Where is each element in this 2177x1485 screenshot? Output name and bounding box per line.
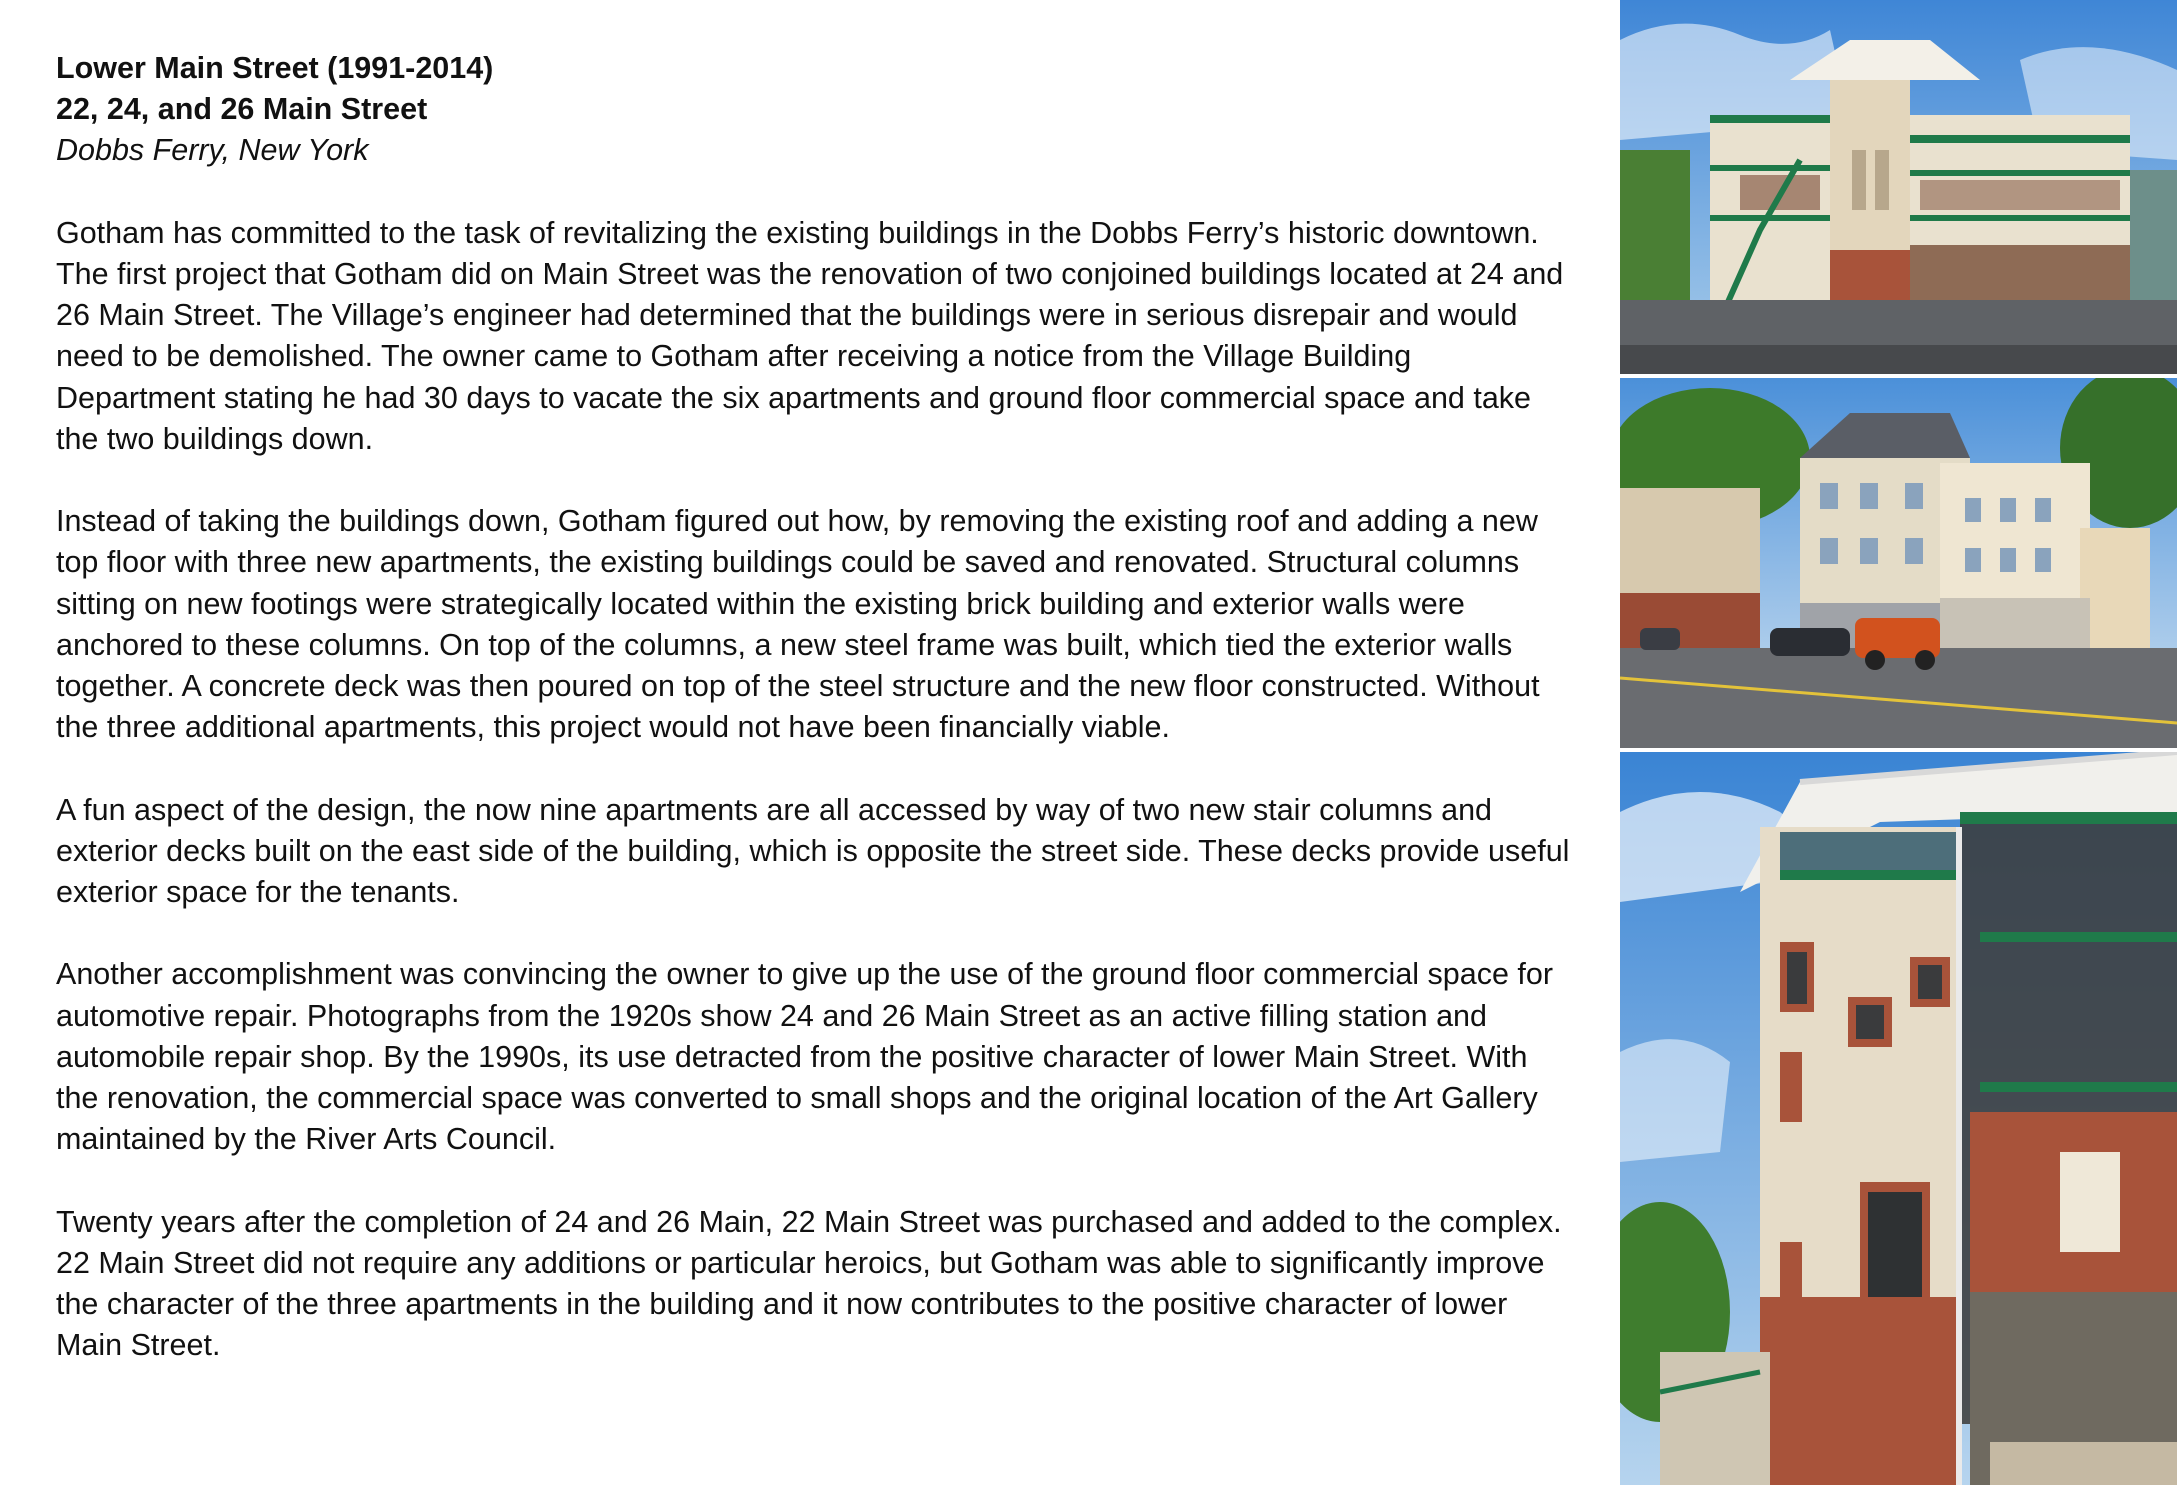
photo-rear-decks (1620, 0, 2177, 374)
paragraph-decks: A fun aspect of the design, the now nine apartments are all accessed by way of two new stair columns and exterior decks built on the east side of the building, which is opposite the street side. These decks provide useful exterior space for the tenants. (56, 792, 1570, 910)
photo-street-view (1620, 378, 2177, 748)
paragraph-22-main: Twenty years after the completion of 24 and 26 Main, 22 Main Street was purchased and added to the complex. 22 Main Street did not require any additions or particular heroics, but Gotham was able to significantly improve the character of the three apartments in the building and it now contributes to the positive character of lower Main Street. (56, 1204, 1562, 1363)
project-title: Lower Main Street (1991-2014) (56, 51, 494, 85)
project-header (56, 48, 1576, 172)
project-address: 22, 24, and 26 Main Street (56, 92, 428, 127)
project-location: Dobbs Ferry, New York (56, 133, 369, 168)
paragraph-commercial: Another accomplishment was convincing the owner to give up the use of the ground floor commercial space for automotive repair. Photographs from the 1920s show 24 and 26 Main Street as an active filling station and automobile repair shop. By the 1990s, its use detracted from the positive character of lower Main Street. With the renovation, the commercial space was converted to small shops and the original location of the Art Gallery maintained by the River Arts Council. (56, 957, 1553, 1157)
photo-stair-tower (1620, 752, 2177, 1485)
photo-column (1620, 0, 2177, 1485)
text-column (56, 48, 1576, 1408)
paragraph-structure: Instead of taking the buildings down, Gotham figured out how, by removing the existing roof and adding a new top floor with three new apartments, the existing buildings could be saved and renovated. Structural columns sitting on new footings were strategically located within the existing brick building and exterior walls were anchored to these columns. On top of the columns, a new steel frame was built, which tied the exterior walls together. A concrete deck was then poured on top of the steel structure and the new floor constructed. Without the three additional apartments, this project would not have been financially viable. (56, 504, 1540, 745)
paragraph-intro: Gotham has committed to the task of revitalizing the existing buildings in the Dobbs Ferry’s historic downtown. The first project that Gotham did on Main Street was the renovation of two conjoined buildings located at 24 and 26 Main Street. The Village’s engineer had determined that the buildings were in serious disrepair and would need to be demolished. The owner came to Gotham after receiving a notice from the Village Building Department stating he had 30 days to vacate the six apartments and ground floor commercial space and take the two buildings down. (56, 215, 1564, 456)
